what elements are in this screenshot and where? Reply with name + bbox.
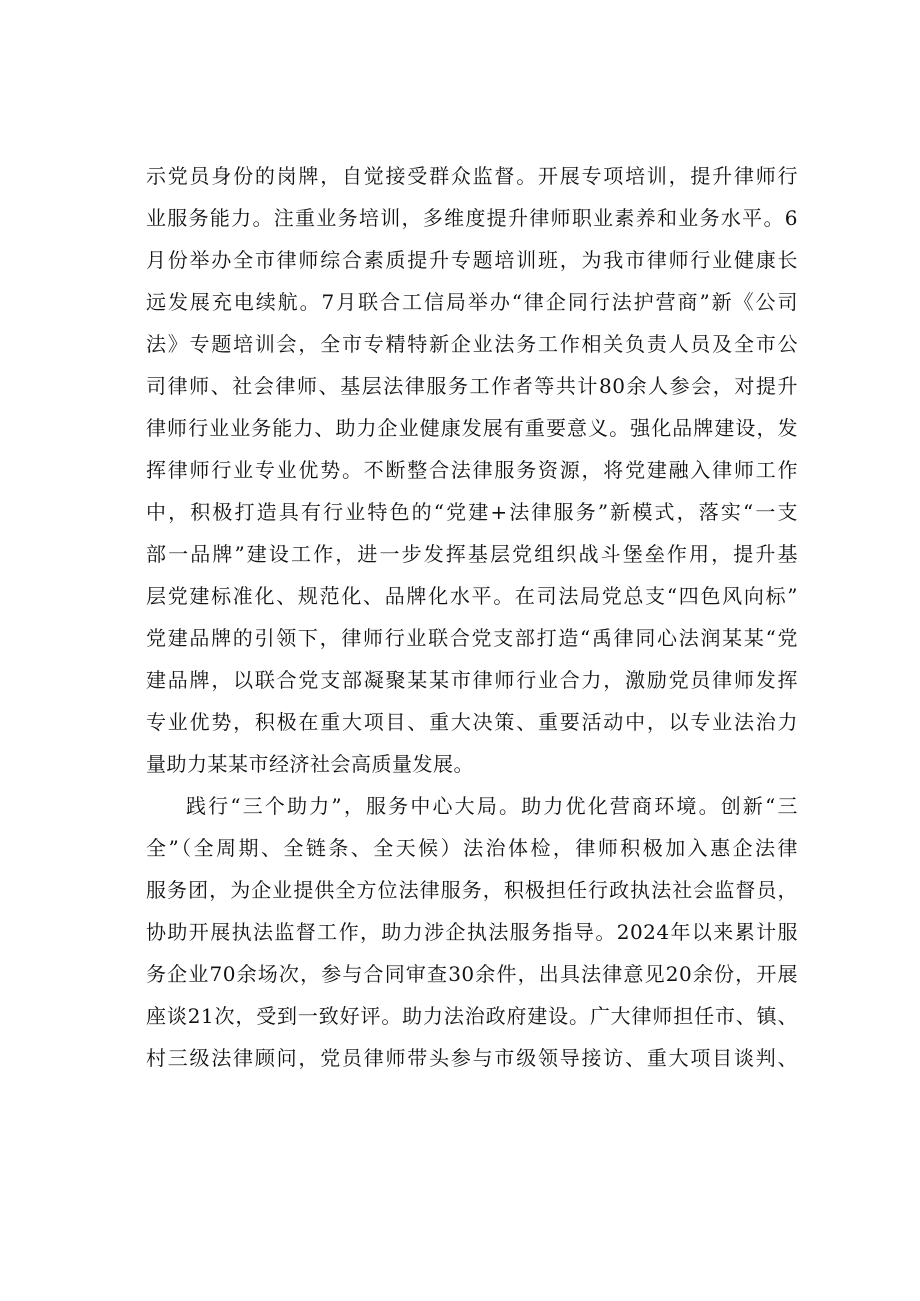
text-line: 层党建标准化、规范化、品牌化水平。在司法局党总支“四色风向标” (146, 584, 798, 608)
text-line: 务企业70余场次，参与合同审查30余件，出具法律意见20余份，开展 (146, 962, 798, 986)
text-line: 示党员身份的岗牌，自觉接受群众监督。开展专项培训，提升律师行 (146, 164, 798, 188)
text-line: 月份举办全市律师综合素质提升专题培训班，为我市律师行业健康长 (146, 248, 798, 272)
text-line: 量助力某某市经济社会高质量发展。 (146, 752, 474, 776)
text-line: 中，积极打造具有行业特色的“党建+法律服务”新模式，落实“一支 (146, 500, 798, 524)
text-line: 法》专题培训会，全市专精特新企业法务工作相关负责人员及全市公 (146, 332, 798, 356)
text-line: 党建品牌的引领下，律师行业联合党支部打造“禹律同心法润某某“党 (146, 626, 798, 650)
text-line: 村三级法律顾问，党员律师带头参与市级领导接访、重大项目谈判、 (146, 1046, 798, 1070)
text-line: 践行“三个助力”，服务中心大局。助力优化营商环境。创新“三 (186, 794, 798, 818)
text-line: 业服务能力。注重业务培训，多维度提升律师职业素养和业务水平。6 (146, 206, 798, 230)
document-body (146, 155, 798, 1079)
text-line: 服务团，为企业提供全方位法律服务，积极担任行政执法社会监督员， (146, 878, 798, 902)
text-line: 律师行业业务能力、助力企业健康发展有重要意义。强化品牌建设，发 (146, 416, 798, 440)
text-line: 司律师、社会律师、基层法律服务工作者等共计80余人参会，对提升 (146, 374, 798, 398)
text-line: 部一品牌”建设工作，进一步发挥基层党组织战斗堡垒作用，提升基 (146, 542, 798, 566)
text-line: 座谈21次，受到一致好评。助力法治政府建设。广大律师担任市、镇、 (146, 1004, 798, 1028)
text-line: 挥律师行业专业优势。不断整合法律服务资源，将党建融入律师工作 (146, 458, 798, 482)
text-line: 全”（全周期、全链条、全天候）法治体检，律师积极加入惠企法律 (146, 836, 798, 860)
text-line: 专业优势，积极在重大项目、重大决策、重要活动中，以专业法治力 (146, 710, 798, 734)
paragraph-1 (146, 155, 798, 785)
text-line: 协助开展执法监督工作，助力涉企执法服务指导。2024年以来累计服 (146, 920, 798, 944)
paragraph-2 (146, 785, 798, 1079)
text-line: 远发展充电续航。7月联合工信局举办“律企同行法护营商”新《公司 (146, 290, 798, 314)
text-line: 建品牌，以联合党支部凝聚某某市律师行业合力，激励党员律师发挥 (146, 668, 798, 692)
